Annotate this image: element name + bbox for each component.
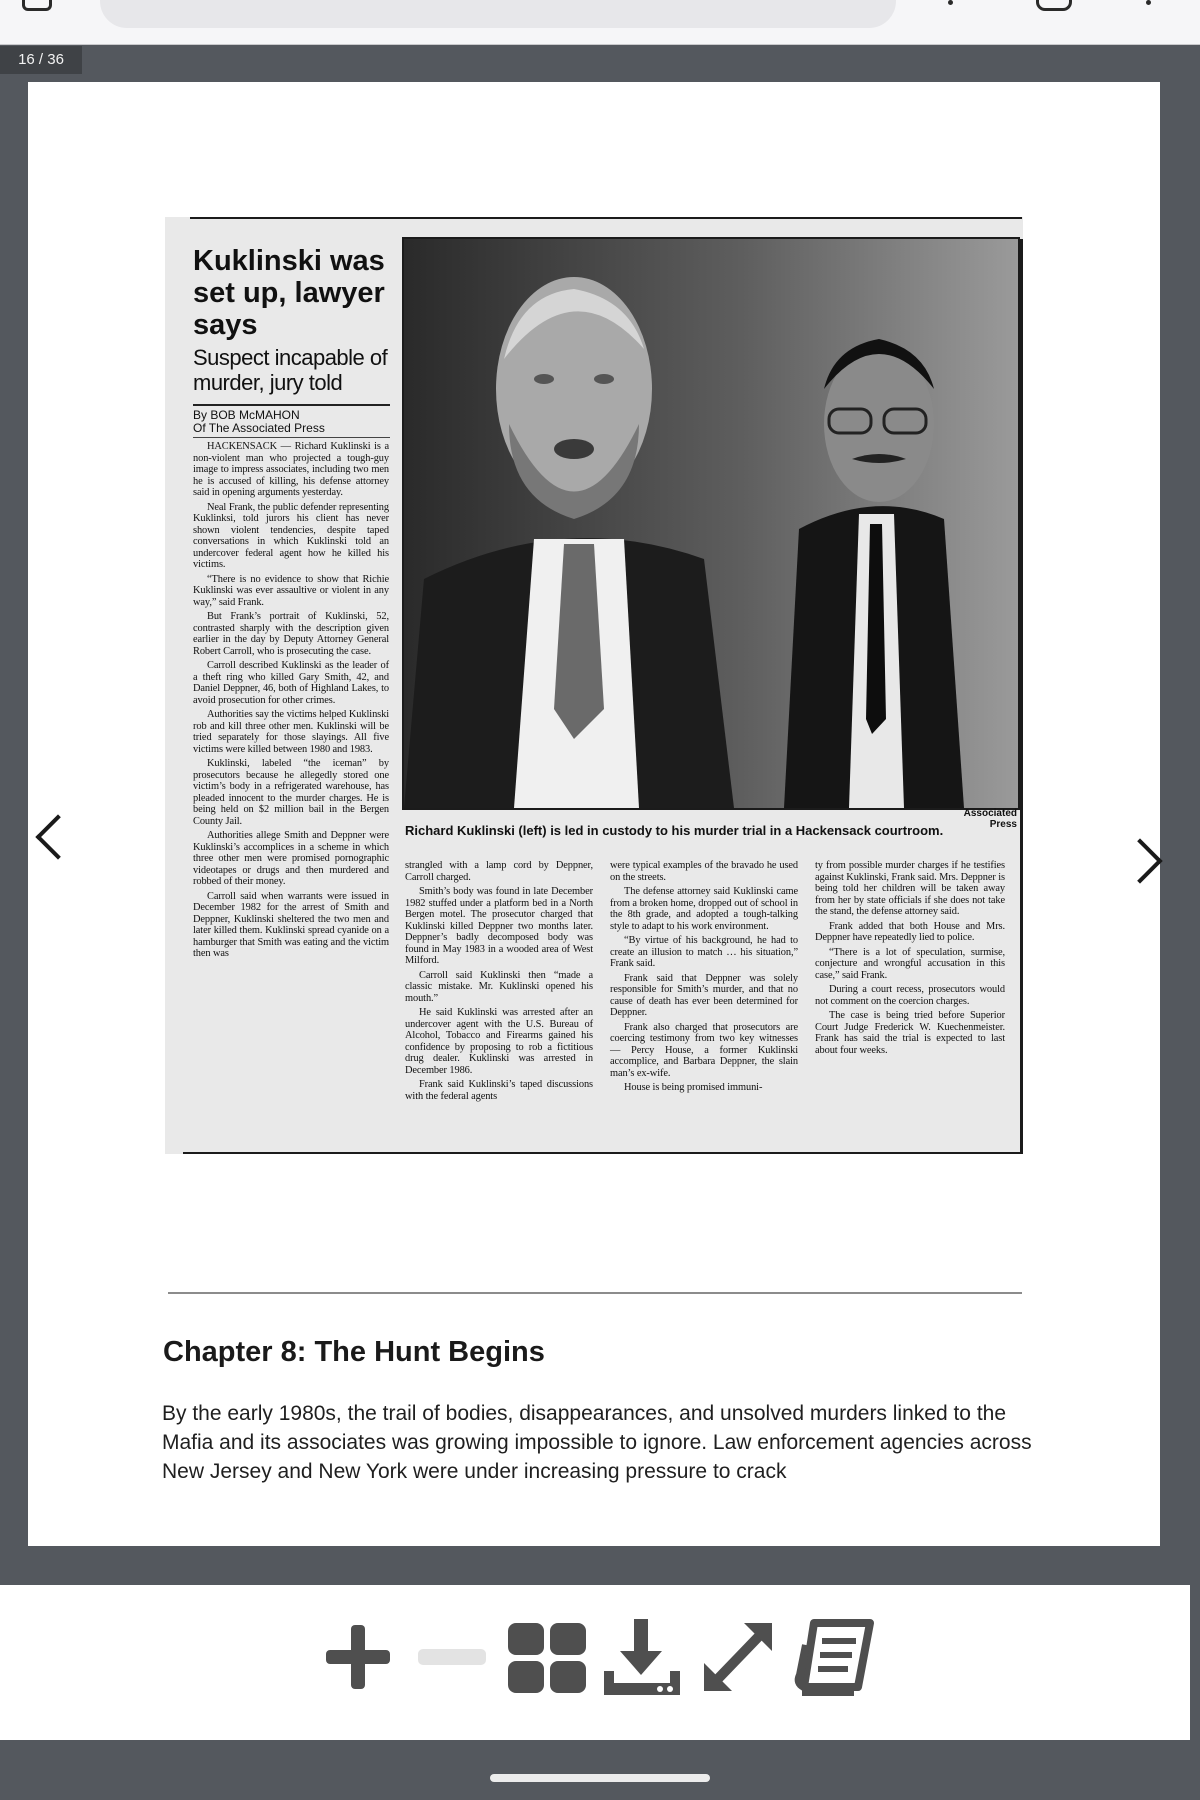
tabs-icon[interactable] [1036, 0, 1072, 11]
byline-rule [193, 437, 390, 438]
document-page [28, 82, 1160, 1546]
article-column-2 [405, 860, 593, 1105]
article-paragraph: Kuklinski, labeled “the iceman” by prosecutors because he allegedly stored one victim’s body in a refrigerated warehouse, has pleaded innocent to the murder charges. He is being held on $2 million bail in the Bergen County Jail. [193, 758, 389, 827]
tab-overview-icon[interactable] [22, 0, 52, 11]
article-paragraph: Carroll said when warrants were issued in December 1982 for the arrest of Smith and Deppner, Kuklinski sheltered the two men and later killed them. Kuklinski spread cyanide on a hamburger that Smith was eating and the victim then was [193, 890, 389, 959]
zoom-out-button[interactable] [416, 1617, 488, 1697]
chapter-body: By the early 1980s, the trail of bodies, disappearances, and unsolved murders linked to the Mafia and its associates was growing impossible to ignore. Law enforcement agencies across New Jersey and New York were under increasing pressure to crack [162, 1402, 1032, 1483]
article-paragraph: Authorities say the victims helped Kuklinski rob and kill three other men. Kuklinski will be tried separately for those slayings. All five victims were killed between 1980 and 1983. [193, 709, 389, 755]
article-paragraph: He said Kuklinski was arrested after an undercover agent with the U.S. Bureau of Alcohol, Tobacco and Firearms gained his confidence by proposing to rob a fictitious drug dealer. Kuklinski was arrested in December 1986. [405, 1007, 593, 1076]
article-paragraph: Frank also charged that prosecutors are coercing testimony from two key witnesses — Percy House, a former Kuklinski accomplice, and Barbara Deppner, the slain man’s ex-wife. [610, 1021, 798, 1079]
deck-rule [193, 404, 390, 406]
article-paragraph: Neal Frank, the public defender representing Kuklinksi, told jurors his client has never shown violent tendencies, despite taped conversations in which Kuklinski told an undercover federal agent how he killed his victims. [193, 501, 389, 570]
zoom-in-button[interactable] [322, 1617, 394, 1697]
browser-top-bar [0, 0, 1200, 45]
article-paragraph: HACKENSACK — Richard Kuklinski is a non-violent man who projected a tough-guy image to impress associates, including two men he is accused of killing, his defense attorney said in opening arguments yesterday. [193, 441, 389, 498]
article-paragraph: Frank added that both House and Mrs. Deppner have repeatedly lied to police. [815, 920, 1005, 943]
article-paragraph: Authorities allege Smith and Deppner were Kuklinski’s accomplices in a scheme in which three other men were promised pornographic videotapes or drugs and then murdered and robbed of their money. [193, 830, 389, 887]
article-paragraph: Carroll said Kuklinski then “made a classic mistake. Mr. Kuklinski opened his mouth.” [405, 969, 593, 1004]
byline-agency: Of The Associated Press [193, 421, 325, 435]
chapter-title: Chapter 8: The Hunt Begins [163, 1336, 545, 1368]
article-deck: Suspect incapable of murder, jury told [193, 345, 388, 395]
article-paragraph: Frank said Kuklinski’s taped discussions with the federal agents [405, 1079, 593, 1102]
book-icon [792, 1617, 874, 1697]
byline-author: By BOB McMAHON [193, 408, 300, 422]
clipping-right-rule [1020, 239, 1023, 1154]
newspaper-clipping [165, 217, 1023, 1154]
more-menu-icon[interactable] [1146, 0, 1151, 5]
minus-icon [416, 1617, 488, 1697]
article-byline [193, 409, 393, 435]
article-paragraph: The case is being tried before Superior Court Judge Frederick W. Kuechenmeister. Frank has said the trial is expected to last about four weeks. [815, 1010, 1005, 1056]
article-paragraph: “There is no evidence to show that Richie Kuklinski was ever assaultive or violent in any way,” said Frank. [193, 573, 389, 608]
download-button[interactable] [600, 1617, 684, 1697]
address-bar[interactable] [100, 0, 896, 28]
download-icon [600, 1617, 684, 1697]
expand-icon [698, 1617, 778, 1697]
article-column-4 [815, 860, 1005, 1059]
page-counter: 16 / 36 [0, 46, 82, 74]
fullscreen-button[interactable] [698, 1617, 778, 1697]
article-paragraph: were typical examples of the bravado he used on the streets. [610, 860, 798, 883]
article-photo [402, 237, 1020, 810]
article-paragraph: Frank said that Deppner was solely responsible for Smith’s murder, and that no cause of death has ever been determined for Deppner. [610, 972, 798, 1018]
reader-mode-button[interactable] [792, 1617, 874, 1697]
article-paragraph: Carroll described Kuklinski as the leader of a theft ring who killed Gary Smith, 42, and Daniel Deppner, 46, both of Highland Lakes, to avoid prosecution for other crimes. [193, 660, 389, 706]
article-paragraph: ty from possible murder charges if he testifies against Kuklinski, Frank said. Mrs. Deppner is being told her children will be taken away from her by state officials if she does not take the stand, the defense attorney said. [815, 860, 1005, 917]
grid-icon [506, 1617, 590, 1697]
article-paragraph: During a court recess, prosecutors would not comment on the coercion charges. [815, 984, 1005, 1007]
home-indicator[interactable] [490, 1774, 710, 1782]
thumbnails-button[interactable] [506, 1617, 590, 1697]
article-paragraph: Smith’s body was found in late December 1982 stuffed under a platform bed in a North Bergen motel. The prosecutor charged that Kuklinski killed Deppner two months later. Deppner’s badly decomposed body was found in May 1983 in a wooded area of West Milford. [405, 886, 593, 966]
article-paragraph: House is being promised immuni- [624, 1082, 763, 1093]
section-divider [168, 1292, 1022, 1294]
article-column-1 [193, 441, 389, 963]
article-column-3 [610, 860, 798, 1097]
article-paragraph: “There is a lot of speculation, surmise, conjecture and wrongful accusation in this case,” said Frank. [815, 946, 1005, 981]
article-paragraph: But Frank’s portrait of Kuklinski, 52, contrasted sharply with the description given earlier in the day by Deputy Attorney General Robert Carroll, who is prosecuting the case. [193, 611, 389, 657]
clipping-bottom-rule [183, 1152, 1023, 1154]
article-paragraph: The defense attorney said Kuklinski came from a broken home, dropped out of school in the 8th grade, and adopted a tough-talking style to adapt to his work environment. [610, 886, 798, 932]
article-paragraph: “By virtue of his background, he had to create an illusion to match … his situation,” Frank said. [610, 935, 798, 969]
article-headline: Kuklinski was set up, lawyer says [193, 245, 385, 341]
article-paragraph: strangled with a lamp cord by Deppner, Carroll charged. [405, 860, 593, 883]
plus-icon [322, 1617, 394, 1697]
photo-credit: Associated Press [963, 808, 1017, 830]
clipping-top-rule [190, 217, 1022, 219]
share-icon[interactable] [948, 0, 953, 5]
photo-caption: Richard Kuklinski (left) is led in custody to his murder trial in a Hackensack courtroom. [405, 823, 944, 838]
viewer-toolbar [0, 1585, 1190, 1740]
